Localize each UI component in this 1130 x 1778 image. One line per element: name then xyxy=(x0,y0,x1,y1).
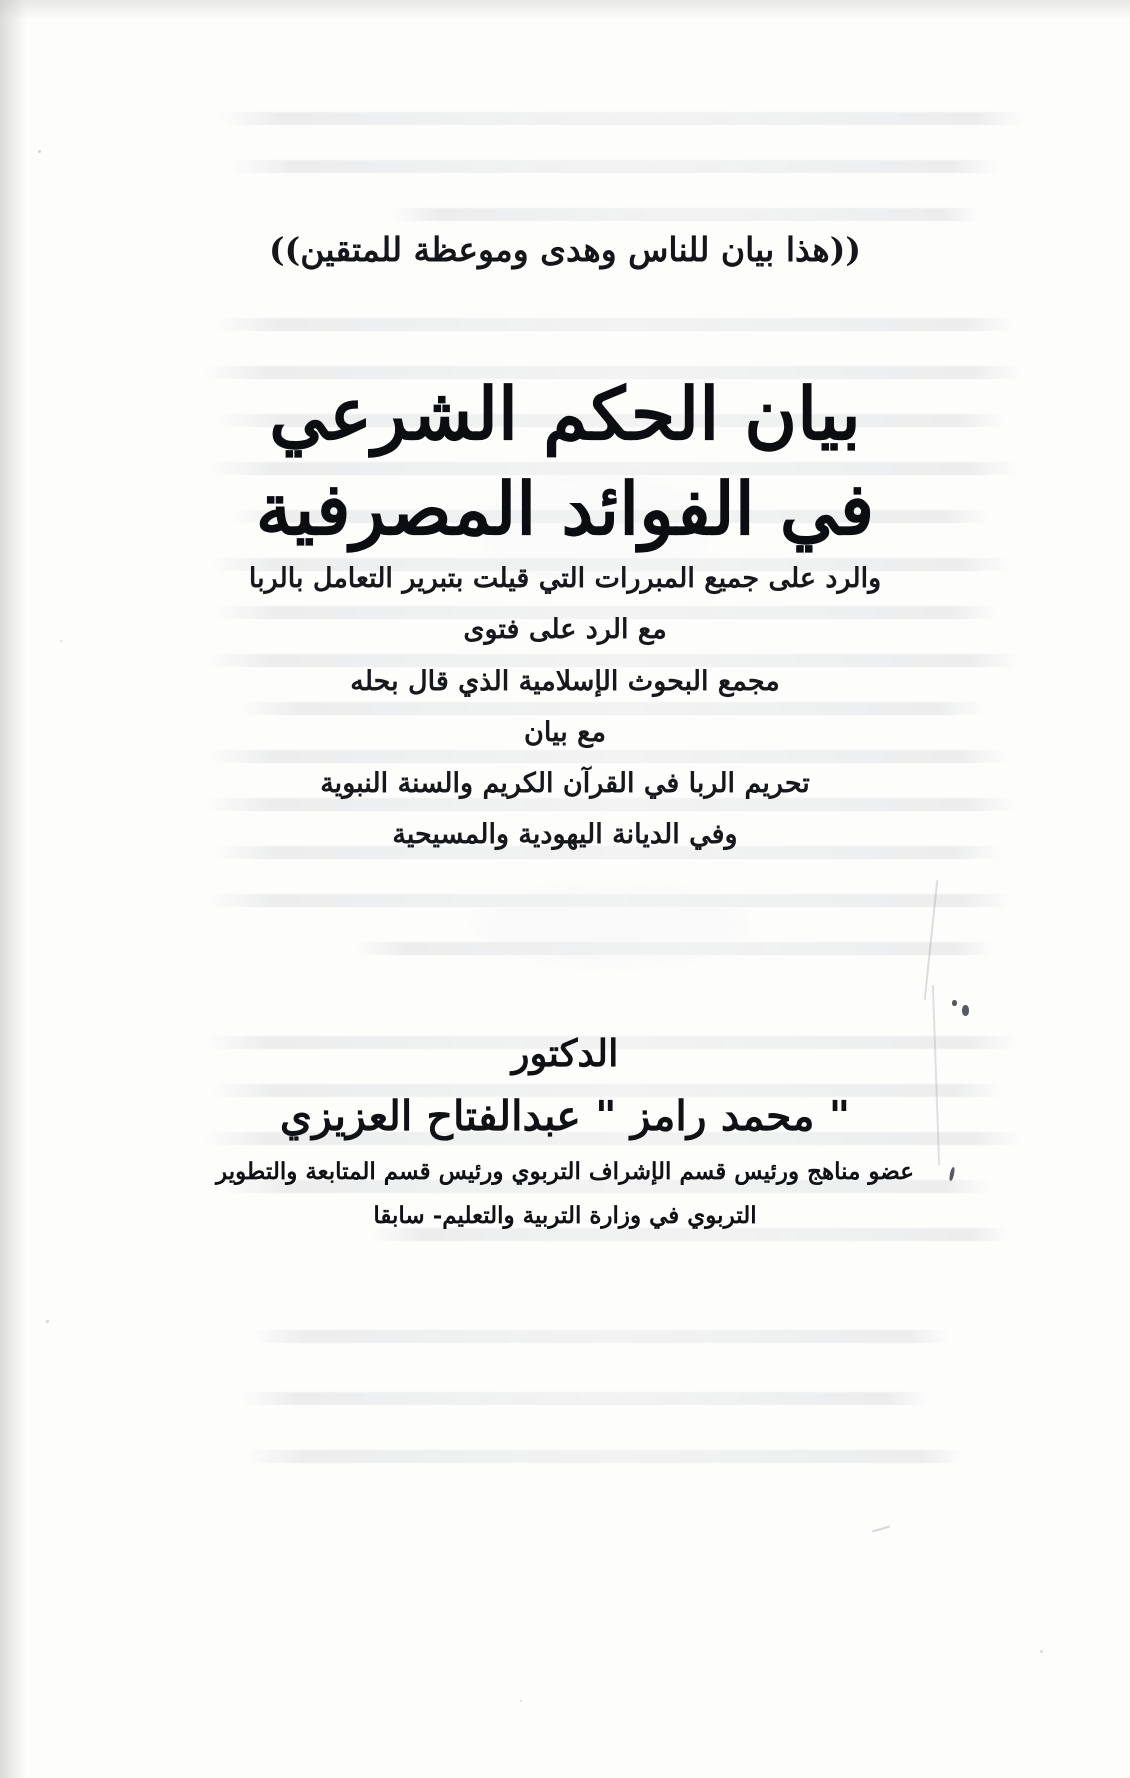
author-role: الدكتور xyxy=(511,1031,619,1075)
author-block xyxy=(0,1026,1130,1235)
subtitle-line: وفي الديانة اليهودية والمسيحية xyxy=(392,819,738,851)
author-name: " محمد رامز " عبدالفتاح العزيزي xyxy=(279,1091,851,1140)
title-line-2: في الفوائد المصرفية xyxy=(255,466,875,552)
subtitle-block xyxy=(0,553,1130,861)
page-title xyxy=(0,366,1130,556)
subtitle-line: تحريم الربا في القرآن الكريم والسنة النبوية xyxy=(320,768,810,800)
quran-quotation: ((هذا بيان للناس وهدى وموعظة للمتقين)) xyxy=(269,230,861,269)
author-affiliation-line-1: عضو مناهج ورئيس قسم الإشراف التربوي ورئيس قسم المتابعة والتطوير xyxy=(216,1158,914,1185)
subtitle-line: مع الرد على فتوى xyxy=(463,614,667,646)
subtitle-line: مع بيان xyxy=(524,716,606,748)
title-line-1: بيان الحكم الشرعي xyxy=(269,371,861,457)
subtitle-line: مجمع البحوث الإسلامية الذي قال بحله xyxy=(350,665,780,697)
author-affiliation-line-2: التربوي في وزارة التربية والتعليم- سابقا xyxy=(373,1201,757,1229)
subtitle-line: والرد على جميع المبررات التي قيلت بتبرير التعامل بالربا xyxy=(248,563,882,594)
